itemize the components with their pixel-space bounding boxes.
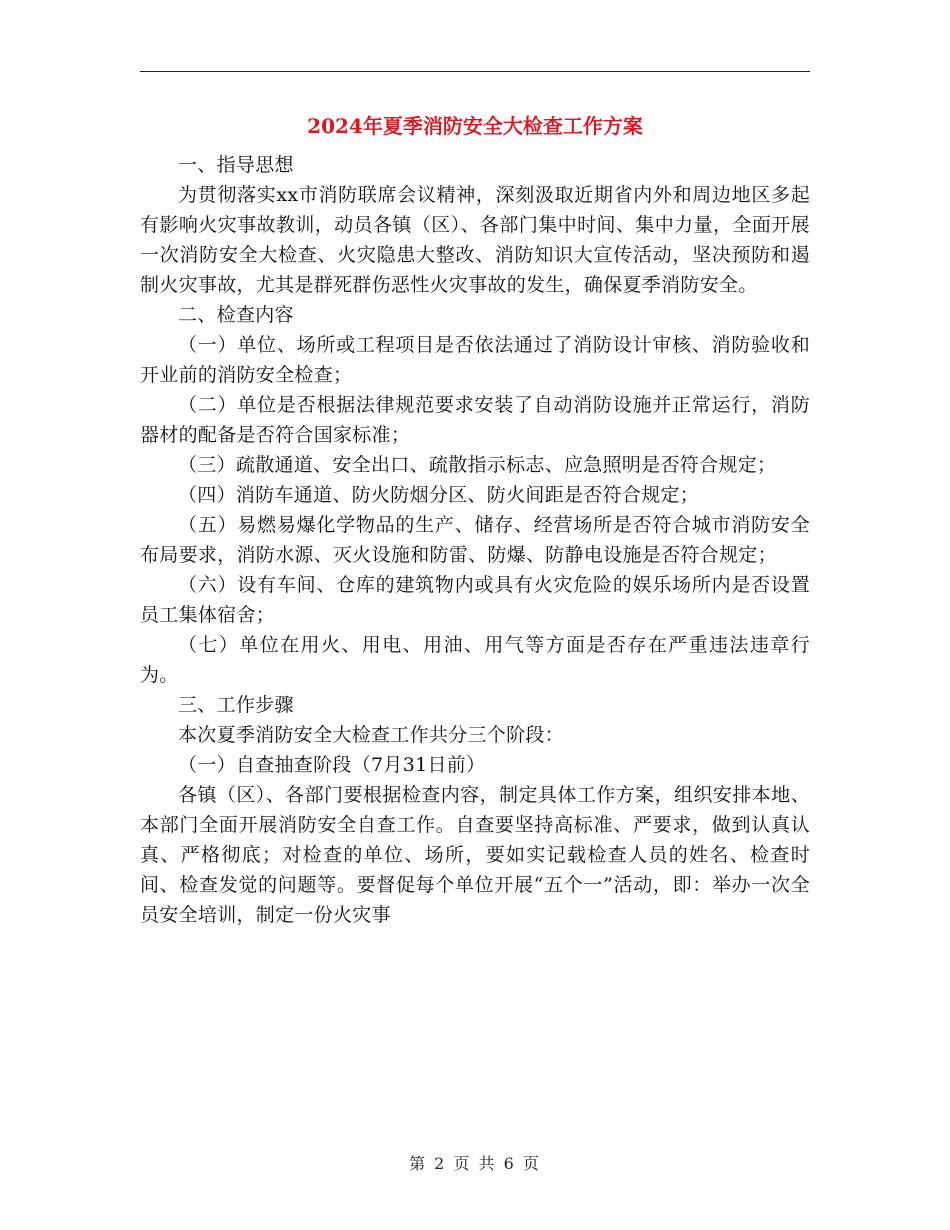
document-body bbox=[140, 150, 810, 930]
inspection-item-4: （四）消防车通道、防火防烟分区、防火间距是否符合规定； bbox=[178, 484, 700, 506]
paragraph-three-stages: 本次夏季消防安全大检查工作共分三个阶段： bbox=[178, 724, 565, 746]
inspection-item-1: （一）单位、场所或工程项目是否依法通过了消防设计审核、消防验收和开业前的消防安全检查； bbox=[140, 334, 810, 386]
document-title: 2024年夏季消防安全大检查工作方案 bbox=[307, 114, 643, 138]
header-rule bbox=[140, 71, 810, 72]
stage-heading-self-check: （一）自查抽查阶段（7月31日前） bbox=[178, 754, 486, 776]
inspection-item-2: （二）单位是否根据法律规范要求安装了自动消防设施并正常运行，消防器材的配备是否符合国家标准； bbox=[140, 394, 810, 446]
inspection-item-6: （六）设有车间、仓库的建筑物内或具有火灾危险的娱乐场所内是否设置员工集体宿舍； bbox=[140, 574, 810, 626]
inspection-item-5: （五）易燃易爆化学物品的生产、储存、经营场所是否符合城市消防安全布局要求，消防水源、灭火设施和防雷、防爆、防静电设施是否符合规定； bbox=[140, 514, 810, 566]
inspection-item-7: （七）单位在用火、用电、用油、用气等方面是否存在严重违法违章行为。 bbox=[140, 634, 810, 686]
section-heading-guiding-principle: 一、指导思想 bbox=[178, 154, 294, 176]
paragraph-self-check: 各镇（区）、各部门要根据检查内容，制定具体工作方案，组织安排本地、本部门全面开展消防安全自查工作。自查要坚持高标准、严要求，做到认真认真、严格彻底；对检查的单位、场所，要如实记载检查人员的姓名、检查时间、检查发觉的问题等。要督促每个单位开展“五个一”活动，即：举办一次全员安全培训，制定一份火灾事 bbox=[140, 784, 810, 926]
paragraph-guiding-principle: 为贯彻落实xx市消防联席会议精神，深刻汲取近期省内外和周边地区多起有影响火灾事故教训，动员各镇（区）、各部门集中时间、集中力量，全面开展一次消防安全大检查、火灾隐患大整改、消防知识大宣传活动，坚决预防和遏制火灾事故，尤其是群死群伤恶性火灾事故的发生，确保夏季消防安全。 bbox=[140, 184, 810, 296]
page-number-footer: 第 2 页 共 6 页 bbox=[409, 1154, 541, 1173]
section-heading-inspection-content: 二、检查内容 bbox=[178, 304, 294, 326]
inspection-item-3: （三）疏散通道、安全出口、疏散指示标志、应急照明是否符合规定； bbox=[178, 454, 777, 476]
section-heading-work-steps: 三、工作步骤 bbox=[178, 694, 294, 716]
